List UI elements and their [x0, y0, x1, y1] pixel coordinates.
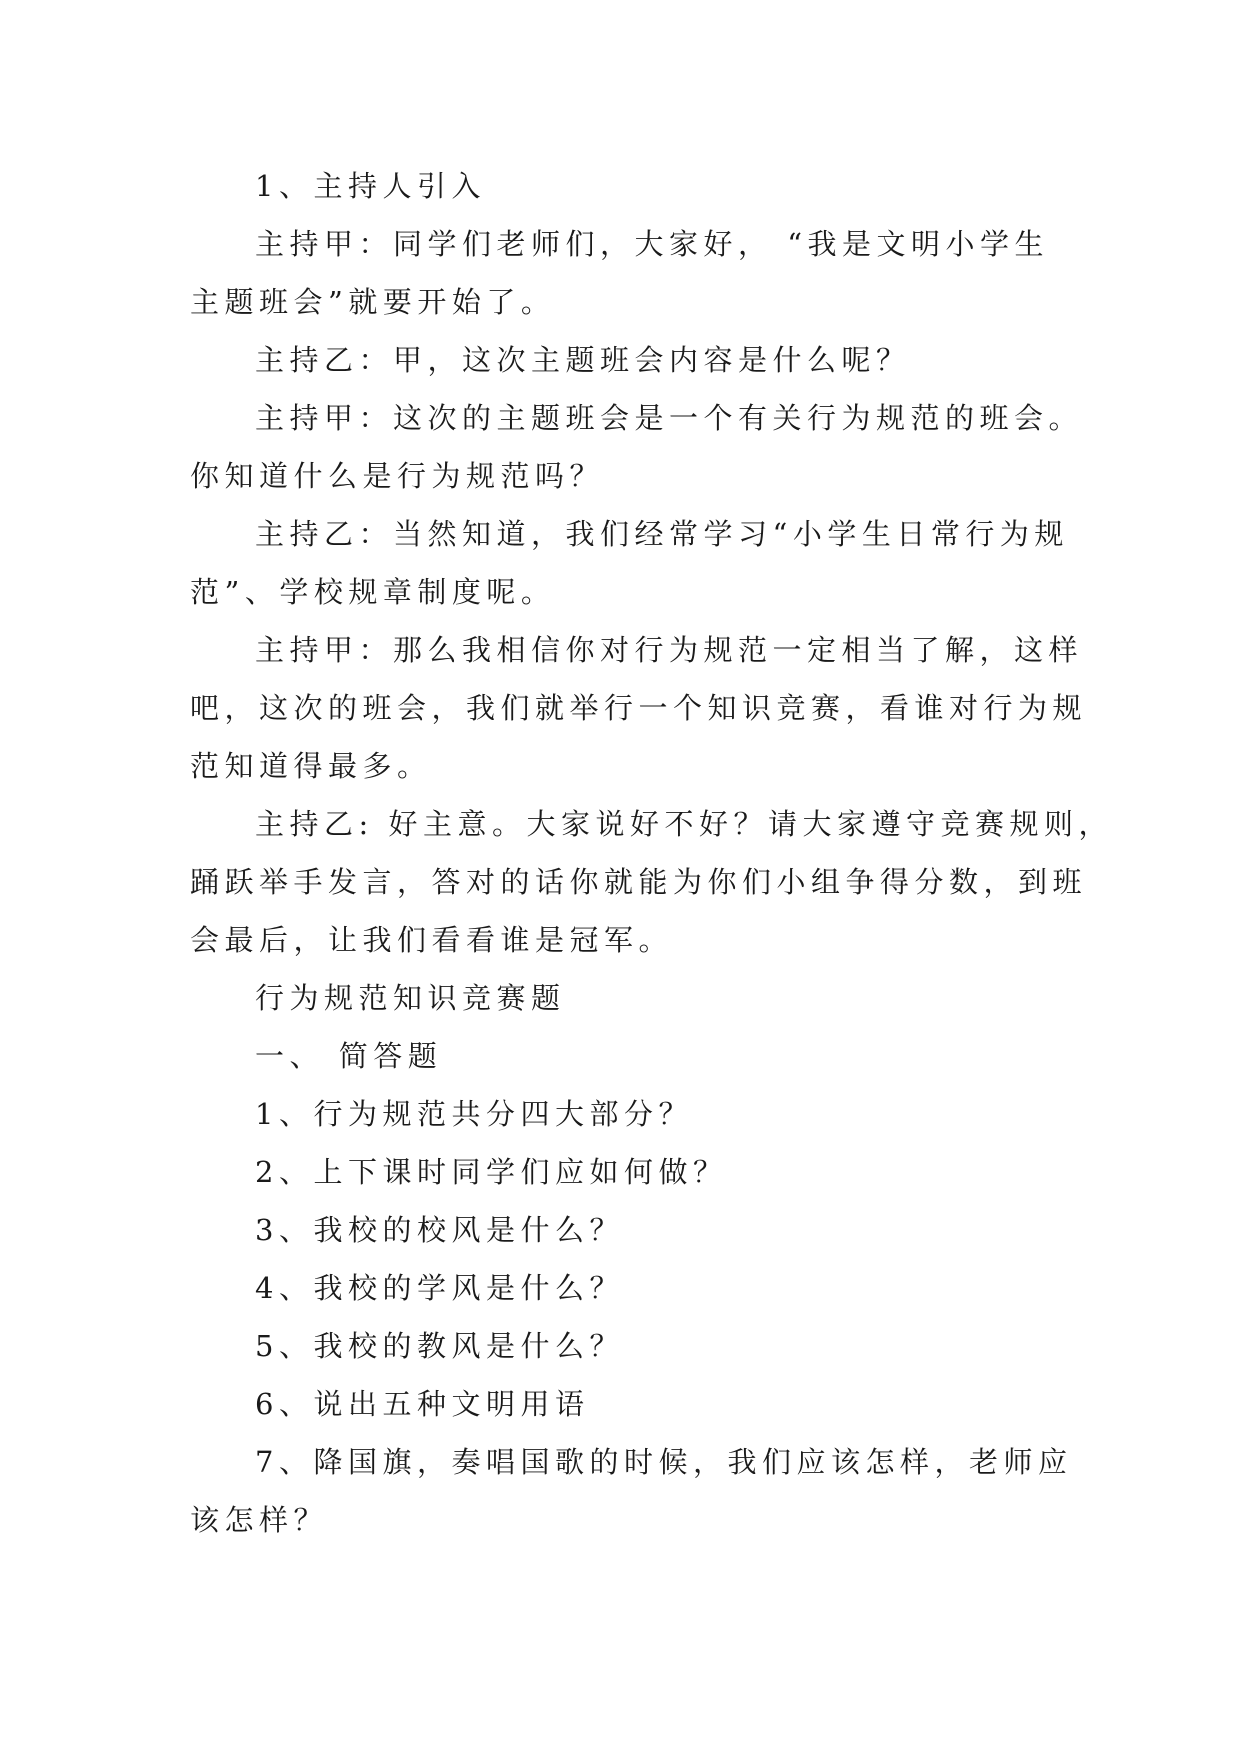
paragraph-line: 主持乙: 好主意。大家说好不好？请大家遵守竞赛规则，: [255, 807, 1113, 841]
paragraph-line: 范”、学校规章制度呢。: [190, 575, 556, 609]
question-item: 1、行为规范共分四大部分？: [255, 1097, 693, 1131]
paragraph-line: 主持甲：那么我相信你对行为规范一定相当了解，这样: [255, 633, 1084, 667]
paragraph-line: 主持乙：当然知道，我们经常学习“小学生日常行为规: [255, 517, 1069, 551]
paragraph-line: 踊跃举手发言，答对的话你就能为你们小组争得分数，到班: [190, 865, 1088, 899]
quiz-title: 行为规范知识竞赛题: [255, 981, 566, 1015]
paragraph-line: 主题班会”就要开始了。: [190, 285, 556, 319]
question-item: 2、上下课时同学们应如何做？: [255, 1155, 728, 1189]
paragraph-line: 主持乙：甲，这次主题班会内容是什么呢？: [255, 343, 911, 377]
paragraph-line: 范知道得最多。: [190, 749, 432, 783]
question-item: 3、我校的校风是什么？: [255, 1213, 624, 1247]
question-item: 6、说出五种文明用语: [255, 1387, 590, 1421]
paragraph-line: 主持甲：同学们老师们，大家好， “我是文明小学生: [255, 227, 1050, 261]
paragraph-line: 主持甲：这次的主题班会是一个有关行为规范的班会。: [255, 401, 1084, 435]
question-item-continuation: 该怎样？: [190, 1503, 329, 1537]
section-heading-host-intro: 1、主持人引入: [255, 169, 486, 203]
paragraph-line: 你知道什么是行为规范吗？: [190, 459, 605, 493]
question-item: 7、降国旗，奏唱国歌的时候，我们应该怎样，老师应: [255, 1445, 1073, 1479]
question-item: 4、我校的学风是什么？: [255, 1271, 624, 1305]
paragraph-line: 吧，这次的班会，我们就举行一个知识竞赛，看谁对行为规: [190, 691, 1088, 725]
paragraph-line: 会最后，让我们看看谁是冠军。: [190, 923, 674, 957]
question-item: 5、我校的教风是什么？: [255, 1329, 624, 1363]
section-heading-short-answer: 一、 简答题: [255, 1039, 443, 1073]
